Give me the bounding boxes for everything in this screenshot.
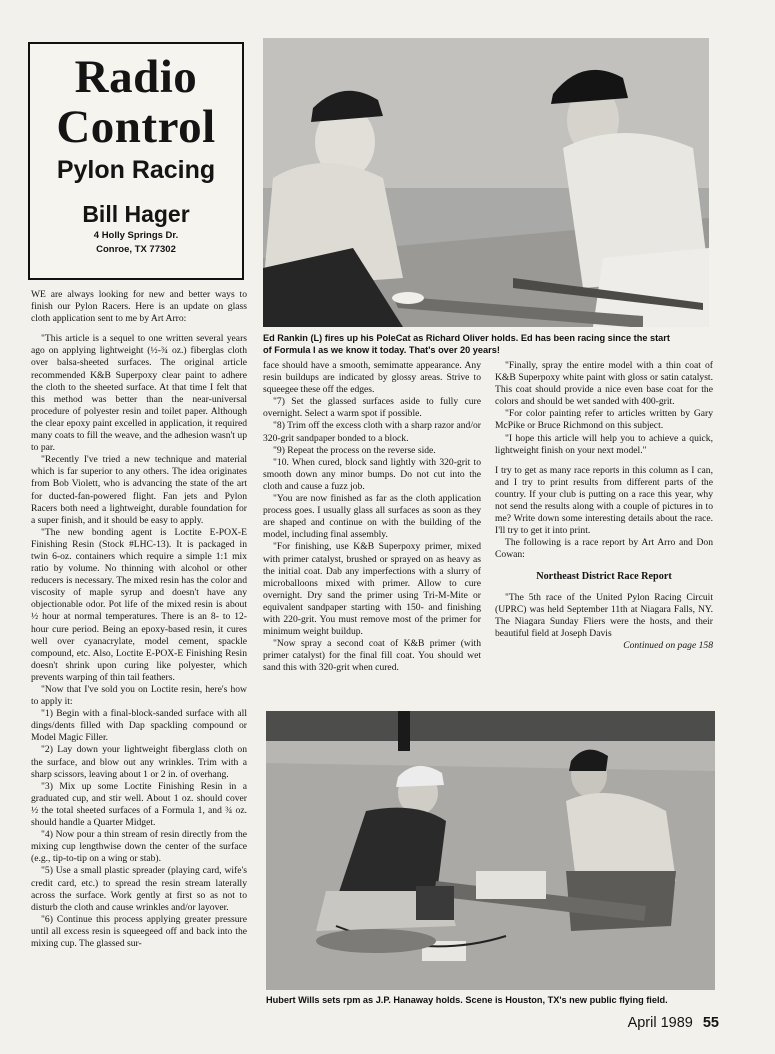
col2-paragraph: "10. When cured, block sand lightly with 320-grit to smooth down any minor bumps. Do not cut into the cloth and cause a fuzz job. bbox=[263, 456, 481, 492]
col3-paragraph: "I hope this article will help you to achieve a quick, lightweight finish on your next model." bbox=[495, 432, 713, 456]
article-column-1 bbox=[31, 289, 247, 1009]
continued-on-page: Continued on page 158 bbox=[623, 639, 713, 651]
top-photo-illustration bbox=[263, 38, 709, 327]
col1-paragraph: "5) Use a small plastic spreader (playing card, wife's credit card, etc.) to spread the resin stream laterally across the surface. Work gently at first so as not to disturb the cloth and cause wrinkles and/or layover. bbox=[31, 865, 247, 913]
col1-paragraph: "1) Begin with a final-block-sanded surface with all dings/dents filled with Dap spackling compound or Model Magic Filler. bbox=[31, 708, 247, 744]
author-address-city: Conroe, TX 77302 bbox=[96, 244, 176, 255]
col2-paragraph: "You are now finished as far as the cloth application process goes. I usually glass all surfaces as soon as they are shaped and continue on with the building of the model, including final assembly. bbox=[263, 493, 481, 541]
col1-paragraph: "This article is a sequel to one written several years ago on applying lightweight (½-¾ oz.) fiberglas cloth over balsa-sheeted surfaces. The original article recommended K&B Superpoxy clear paint to adhere the cloth to the sheeted surface. At that time I felt that this method was better than the near-universal procedure of polyester resin and toilet paper. Although the clear epoxy paint excelled in application, it required many coats to fill the weave, and the adhesion wasn't up to par. bbox=[31, 333, 247, 454]
page-number: 55 bbox=[702, 1015, 719, 1031]
title-control: Control bbox=[56, 101, 216, 153]
race-report-body: "The 5th race of the United Pylon Racing Circuit (UPRC) was held September 11th at Niagara Falls, NY. The Niagara Sunday Fliers were the hosts, and their beautiful field at Joseph Davis bbox=[495, 591, 713, 639]
column-title-box bbox=[28, 42, 244, 280]
bottom-photo bbox=[266, 711, 715, 990]
col3-paragraph: "For color painting refer to articles written by Gary McPike or Bruce Richmond on this subject. bbox=[495, 408, 713, 432]
top-photo-caption bbox=[263, 332, 733, 356]
top-photo bbox=[263, 38, 709, 327]
col2-paragraph: "8) Trim off the excess cloth with a sharp razor and/or 320-grit sandpaper bonded to a block. bbox=[263, 420, 481, 444]
col1-paragraph: "Now that I've sold you on Loctite resin, here's how to apply it: bbox=[31, 684, 247, 708]
race-report-heading: Northeast District Race Report bbox=[536, 570, 672, 582]
col1-paragraph: "3) Mix up some Loctite Finishing Resin in a graduated cup, and stir well. About 1 oz. should cover ½ the total sheeted surfaces of a Formula 1, and ¾ oz. should handle a Quarter Midget. bbox=[31, 780, 247, 829]
col2-paragraph: "9) Repeat the process on the reverse side. bbox=[273, 444, 436, 456]
issue-date: April 1989 bbox=[627, 1015, 693, 1031]
article-column-2 bbox=[263, 360, 481, 702]
author-name: Bill Hager bbox=[82, 201, 190, 227]
subtitle-pylon-racing: Pylon Racing bbox=[56, 156, 216, 184]
bottom-photo-illustration bbox=[266, 711, 715, 990]
col1-paragraph: "6) Continue this process applying greater pressure until all excess resin is squeegeed off and back into the mixing cup. The glassed sur- bbox=[31, 913, 247, 949]
race-report-following: The following is a race report by Art Arro and Don Cowan: bbox=[495, 537, 713, 561]
col1-paragraph: "4) Now pour a thin stream of resin directly from the mixing cup lengthwise down the center of the surface (e.g., tip-to-tip on a wing or stab). bbox=[31, 829, 247, 865]
col3-paragraph: "Finally, spray the entire model with a thin coat of K&B Superpoxy white paint with gloss or satin catalyst. This coat should provide a nice even base coat for the colors and should be wet sanded with 400-grit. bbox=[495, 360, 713, 408]
page-footer bbox=[628, 1015, 719, 1031]
col2-paragraph: "For finishing, use K&B Superpoxy primer, mixed with primer catalyst, brushed or sprayed on as heavy as the initial coat. Dab any imperfections with a slurry of microballoons mixed with primer. Allow to cure overnight. Dry sand the primer using Tri-M-Mite or equivalent sandpaper starting with 150- and finishing with 220-grit. You must remove most of the primer for minimum weight buildup. bbox=[263, 541, 481, 638]
title-radio: Radio bbox=[74, 51, 198, 103]
col1-paragraph: "2) Lay down your lightweight fiberglass cloth on the surface, and blow out any wrinkles. Trim with a sharp scissors, leaving about 1 or 2 in. of overhang. bbox=[31, 744, 247, 780]
author-address-street: 4 Holly Springs Dr. bbox=[93, 230, 179, 241]
article-column-3 bbox=[495, 360, 713, 702]
col2-paragraph: "Now spray a second coat of K&B primer (with primer catalyst) for the final fill coat. You should wet sand this with 320-grit when cured. bbox=[263, 638, 481, 674]
article-intro: WE are always looking for new and better ways to finish our Pylon Racers. Here is an update on glass cloth application sent to me by Art Arro: bbox=[31, 289, 247, 325]
col1-paragraph: "Recently I've tried a new technique and material which is far superior to any others. The idea originates from Bob Violett, who is advancing the state of the art for ducted-fan-powered flight. Fan jets and Pylon Racers both need a lightweight, durable foundation for a super finish, and it should be easy to apply. bbox=[31, 454, 247, 526]
top-caption-line-2: of Formula I as we know it today. That's over 20 years! bbox=[263, 345, 500, 355]
race-report-intro: I try to get as many race reports in this column as I can, and I try to print results from different parts of the country. If your club is putting on a race this year, why not send the results along with a couple of pictures in to me? Write down some interesting details about the race. I'll try to get it into print. bbox=[495, 464, 713, 537]
col2-paragraph: "7) Set the glassed surfaces aside to fully cure overnight. Select a warm spot if possible. bbox=[263, 396, 481, 420]
bottom-photo-caption: Hubert Wills sets rpm as J.P. Hanaway holds. Scene is Houston, TX's new public flying field. bbox=[266, 995, 668, 1005]
top-caption-line-1: Ed Rankin (L) fires up his PoleCat as Richard Oliver holds. Ed has been racing since the start bbox=[263, 333, 670, 343]
col2-paragraph: face should have a smooth, semimatte appearance. Any resin buildups are indicated by glossy areas. Strive to squeegee these off the edges. bbox=[263, 360, 481, 396]
col1-paragraph: "The new bonding agent is Loctite E-POX-E Finishing Resin (Stock #LHC-13). It is packaged in twin 6-oz. containers which require a simple 1:1 mix ratio by volume. No thinning with alcohol or other reducers is necessary. The mixed resin has the color and viscosity of maple syrup and doesn't have any objectionable odor. Pot life of the mixed resin is about ½ hour at normal temperatures. There is an 8- to 12-hour cure period. Being an epoxy-based resin, it cures well over cyanacrylate, model cement, spackle compound, etc. Also, Loctite E-POX-E Finishing Resin doesn't shrink upon curing like polyester, which prevents warping of thin tail feathers. bbox=[31, 526, 247, 683]
